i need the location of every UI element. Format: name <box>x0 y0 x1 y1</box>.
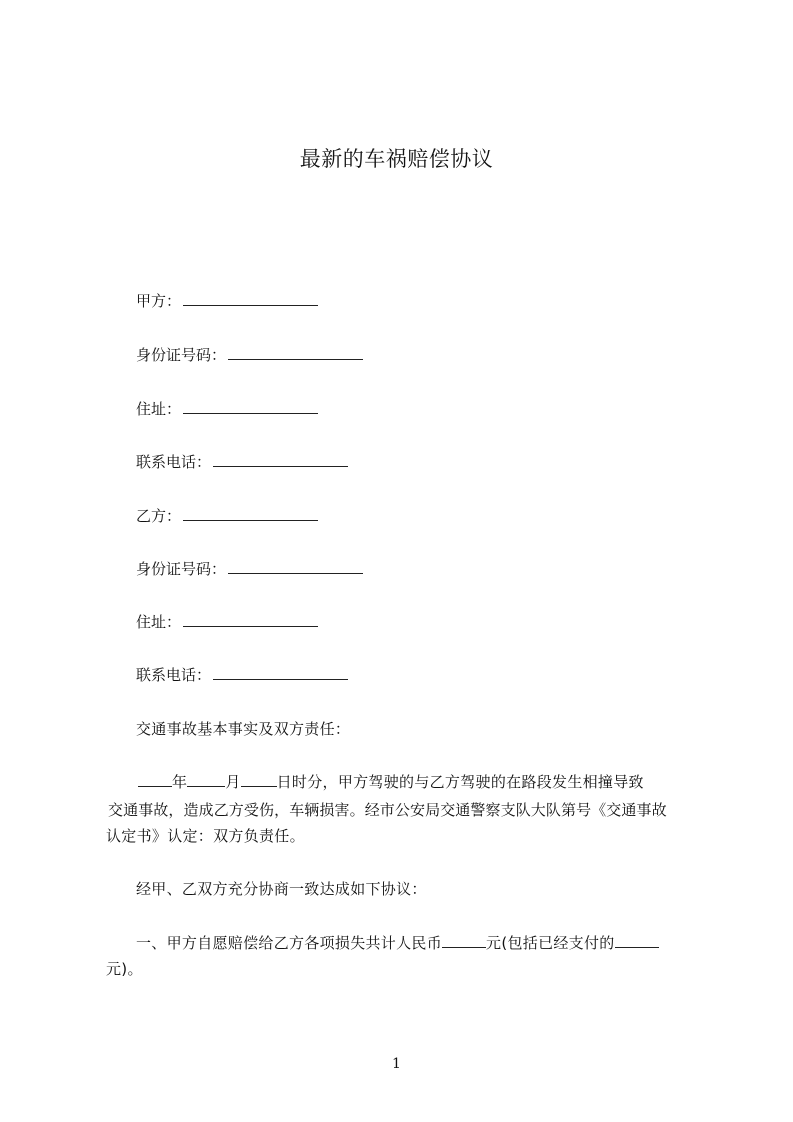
party-b-id-label: 身份证号码： <box>136 560 227 578</box>
party-b-phone-field <box>136 664 348 686</box>
page-number: 1 <box>392 1056 401 1072</box>
paid-amount-blank <box>615 933 659 948</box>
party-a-id-field <box>136 344 363 366</box>
party-a-address-blank <box>183 399 318 414</box>
facts-line-3: 认定书》认定：双方负责任。 <box>106 827 305 845</box>
party-b-name-blank <box>183 506 318 521</box>
party-b-id-field <box>136 558 363 580</box>
party-b-name-label: 乙方： <box>136 507 182 525</box>
party-a-name-field <box>136 290 318 312</box>
party-a-phone-label: 联系电话： <box>136 453 212 471</box>
facts-year-text: 年 <box>172 773 188 791</box>
clause-1-part-1: 一、甲方自愿赔偿给乙方各项损失共计人民币 <box>136 934 443 952</box>
party-b-name-field <box>136 505 318 527</box>
document-title: 最新的车祸赔偿协议 <box>299 147 494 171</box>
year-blank <box>138 772 172 787</box>
party-a-address-field <box>136 398 318 420</box>
total-amount-blank <box>442 933 486 948</box>
party-a-phone-blank <box>213 452 348 467</box>
party-a-name-label: 甲方： <box>136 292 182 310</box>
party-b-phone-blank <box>213 665 348 680</box>
party-a-name-blank <box>183 291 318 306</box>
clause-1-part-2: 元(包括已经支付的 <box>486 934 615 952</box>
party-a-phone-field <box>136 451 348 473</box>
party-b-phone-label: 联系电话： <box>136 666 212 684</box>
party-b-id-blank <box>228 559 363 574</box>
party-b-address-field <box>136 611 318 633</box>
facts-line-2: 交通事故，造成乙方受伤，车辆损害。经市公安局交通警察支队大队第号《交通事故 <box>108 801 667 819</box>
party-b-address-blank <box>183 612 318 627</box>
facts-month-text: 月 <box>225 773 241 791</box>
month-blank <box>187 772 225 787</box>
agreement-intro: 经甲、乙双方充分协商一致达成如下协议： <box>136 880 427 898</box>
party-a-id-blank <box>228 345 363 360</box>
clause-1-line-1 <box>136 932 659 954</box>
facts-line-1 <box>138 771 644 793</box>
party-a-address-label: 住址： <box>136 400 182 418</box>
facts-rest-text: 日时分，甲方驾驶的与乙方驾驶的在路段发生相撞导致 <box>276 773 644 791</box>
facts-heading: 交通事故基本事实及双方责任： <box>136 720 351 738</box>
party-b-address-label: 住址： <box>136 613 182 631</box>
party-a-id-label: 身份证号码： <box>136 346 227 364</box>
clause-1-line-2: 元)。 <box>106 960 143 978</box>
day-blank <box>241 772 277 787</box>
